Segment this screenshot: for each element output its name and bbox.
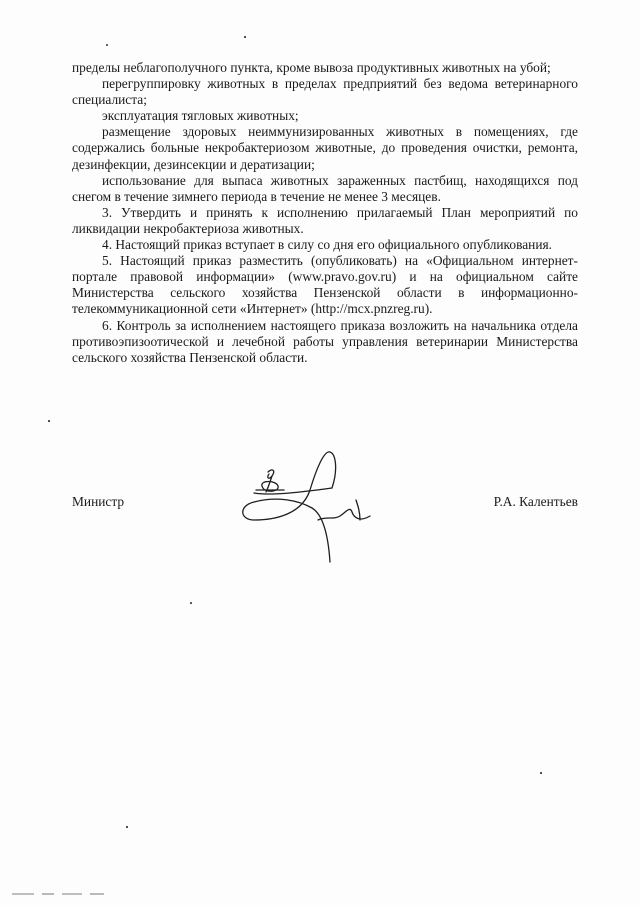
- signer-title: Министр: [72, 494, 125, 509]
- paragraph-item-4: 4. Настоящий приказ вступает в силу со дня его официального опубликования.: [102, 237, 552, 253]
- signer-name: Р.А. Калентьев: [493, 494, 578, 509]
- scan-speck: [190, 602, 192, 604]
- paragraph-item-6: 6. Контроль за исполнением настоящего приказа возложить на начальника отдела противоэпизоотической и лечебной работы управления ветеринарии Министерства сельского хозяйства Пензенской области.: [72, 317, 578, 365]
- paragraph: эксплуатация тягловых животных;: [102, 108, 299, 124]
- paragraph: перегруппировку животных в пределах предприятий без ведома ветеринарного специалиста;: [72, 76, 578, 108]
- scan-speck: [540, 772, 542, 774]
- footer-scan-marks: [12, 891, 112, 897]
- paragraph-item-3: 3. Утвердить и принять к исполнению прилагаемый План мероприятий по ликвидации некробактериоза животных.: [72, 204, 578, 236]
- scan-speck: [106, 44, 108, 46]
- handwritten-signature: [232, 450, 392, 570]
- paragraph: использование для выпаса животных зараженных пастбищ, находящихся под снегом в течение зимнего периода в течение не менее 3 месяцев.: [72, 172, 578, 204]
- paragraph: пределы неблагополучного пункта, кроме вывоза продуктивных животных на убой;: [72, 60, 551, 75]
- scan-speck: [244, 36, 246, 38]
- document-body: [72, 60, 578, 366]
- scan-speck: [126, 826, 128, 828]
- paragraph: размещение здоровых неиммунизированных животных в помещениях, где содержались больные некробактериозом животные, до проведения очистки, ремонта, дезинфекции, дезинсекции и дератизации;: [72, 124, 578, 172]
- scan-speck: [48, 420, 50, 422]
- paragraph-item-5: 5. Настоящий приказ разместить (опубликовать) на «Официальном интернет-портале правовой информации» (www.pravo.gov.ru) и на официальном сайте Министерства сельского хозяйства Пензенской области в информационно-телекоммуникационной сети «Интернет» (http://mcx.pnzreg.ru).: [72, 253, 578, 317]
